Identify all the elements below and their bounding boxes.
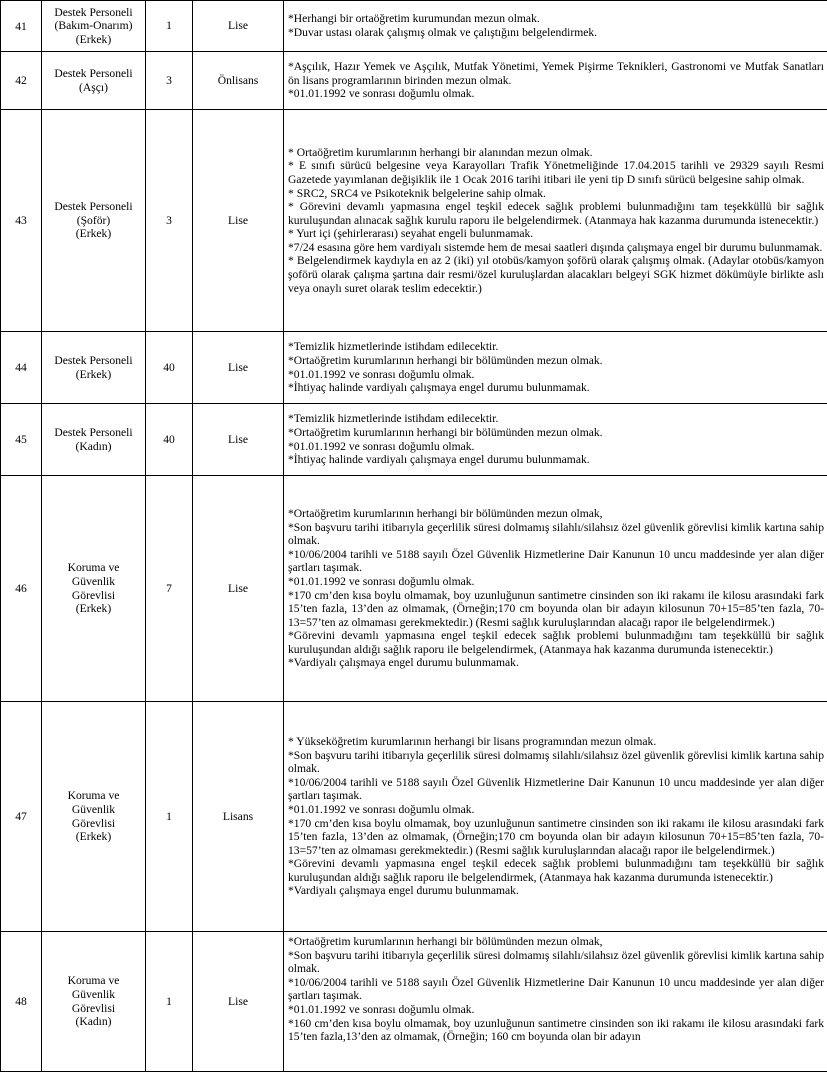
requirement-item: *Ortaöğretim kurumlarının herhangi bir bölümünden mezun olmak. xyxy=(288,426,824,440)
requirement-item: * Görevini devamlı yapmasına engel teşkil edecek sağlık problemi bulunmadığını tam teşekküllü bir sağlık kuruluşundan alınacak sağlık kurulu raporu ile belgelendirmek. (Atanmaya hak kazanma durumunda istenecektir.) xyxy=(288,200,824,227)
education-level: Lise xyxy=(193,332,284,404)
row-number: 44 xyxy=(1,332,42,404)
table-row xyxy=(1,702,827,932)
position-title-line: Güvenlik xyxy=(46,575,141,589)
position-title-line: Güvenlik xyxy=(46,988,141,1002)
position-count: 40 xyxy=(146,332,193,404)
position-title-line: (Erkek) xyxy=(46,227,141,241)
position-title-line: Görevlisi xyxy=(46,1002,141,1016)
position-title xyxy=(42,702,146,932)
requirement-item: *Son başvuru tarihi itibarıyla geçerlilik süresi dolmamış silahlı/silahsız özel güvenlik görevlisi kimlik kartına sahip olmak. xyxy=(288,949,824,976)
row-number: 46 xyxy=(1,476,42,702)
position-title-line: Koruma ve xyxy=(46,561,141,575)
requirement-item: *Ortaöğretim kurumlarının herhangi bir bölümünden mezun olmak, xyxy=(288,935,824,949)
education-level: Lise xyxy=(193,404,284,476)
position-title xyxy=(42,1,146,52)
position-count: 3 xyxy=(146,52,193,110)
requirement-item: *Son başvuru tarihi itibarıyla geçerlilik süresi dolmamış silahlı/silahsız özel güvenlik görevlisi kimlik kartına sahip olmak. xyxy=(288,749,824,776)
requirement-item: *7/24 esasına göre hem vardiyalı sistemde hem de mesai saatleri dışında çalışmaya engel bir durumu bulunmamak. xyxy=(288,241,824,255)
position-title-line: Destek Personeli xyxy=(46,426,141,440)
requirement-item: *İhtiyaç halinde vardiyalı çalışmaya engel durumu bulunmamak. xyxy=(288,381,824,395)
position-title-line: (Bakım-Onarım) xyxy=(46,19,141,33)
table-row xyxy=(1,1,827,52)
requirement-item: * Belgelendirmek kaydıyla en az 2 (iki) yıl otobüs/kamyon şoförü olarak çalışmış olmak. (Adaylar otobüs/kamyon şoförü olarak çalışma şartına dair resmi/özel kuruluşlardan alacakları belgeyi SGK hizmet dökümüyle birlikte aslı veya onaylı suret olarak teslim edecektir.) xyxy=(288,254,824,295)
position-title xyxy=(42,332,146,404)
table-row xyxy=(1,404,827,476)
requirement-item: *Temizlik hizmetlerinde istihdam edilecektir. xyxy=(288,340,824,354)
requirement-item: *Vardiyalı çalışmaya engel durumu bulunmamak. xyxy=(288,884,824,898)
education-level: Lise xyxy=(193,932,284,1072)
requirement-item: * Ortaöğretim kurumlarının herhangi bir alanından mezun olmak. xyxy=(288,146,824,160)
position-title-line: Görevlisi xyxy=(46,589,141,603)
requirement-item: *Son başvuru tarihi itibarıyla geçerlilik süresi dolmamış silahlı/silahsız özel güvenlik görevlisi kimlik kartına sahip olmak. xyxy=(288,521,824,548)
position-count: 1 xyxy=(146,1,193,52)
requirement-item: *Ortaöğretim kurumlarının herhangi bir bölümünden mezun olmak. xyxy=(288,354,824,368)
requirements xyxy=(284,702,827,932)
position-count: 7 xyxy=(146,476,193,702)
position-count: 3 xyxy=(146,110,193,332)
requirement-item: *01.01.1992 ve sonrası doğumlu olmak. xyxy=(288,87,824,101)
requirements xyxy=(284,1,827,52)
position-title-line: (Erkek) xyxy=(46,368,141,382)
position-count: 40 xyxy=(146,404,193,476)
position-title-line: (Kadın) xyxy=(46,1015,141,1029)
education-level: Önlisans xyxy=(193,52,284,110)
requirement-item: *Aşçılık, Hazır Yemek ve Aşçılık, Mutfak Yönetimi, Yemek Pişirme Teknikleri, Gastronomi ve Mutfak Sanatları ön lisans programlarının birinden mezun olmak. xyxy=(288,60,824,87)
education-level: Lise xyxy=(193,110,284,332)
position-title-line: Görevlisi xyxy=(46,817,141,831)
requirements xyxy=(284,52,827,110)
education-level: Lise xyxy=(193,1,284,52)
row-number: 42 xyxy=(1,52,42,110)
position-title xyxy=(42,52,146,110)
requirement-item: *170 cm’den kısa boylu olmamak, boy uzunluğunun santimetre cinsinden son iki rakamı ile kilosu arasındaki fark 15’ten fazla, 13’den az olmamak, (Örneğin;170 cm boyunda olan bir adayın kilosunun 70+15=85’ten fazla, 70-13=57’ten az olmaması gerekmektedir.) (Resmi sağlık kuruluşlarından alacağı rapor ile belgelendirmek.) xyxy=(288,817,824,858)
position-title xyxy=(42,404,146,476)
row-number: 41 xyxy=(1,1,42,52)
requirement-item: *01.01.1992 ve sonrası doğumlu olmak. xyxy=(288,440,824,454)
position-title-line: (Erkek) xyxy=(46,830,141,844)
row-number: 47 xyxy=(1,702,42,932)
requirements xyxy=(284,932,827,1072)
position-count: 1 xyxy=(146,702,193,932)
requirements xyxy=(284,404,827,476)
position-title xyxy=(42,932,146,1072)
position-title-line: (Aşçı) xyxy=(46,81,141,95)
requirement-item: *Görevini devamlı yapmasına engel teşkil edecek sağlık problemi bulunmadığını tam teşekküllü bir sağlık kuruluşundan aldığı sağlık raporu ile belgelendirmek, (Atanmaya hak kazanma durumunda istenecektir.) xyxy=(288,629,824,656)
row-number: 45 xyxy=(1,404,42,476)
requirement-item: *Herhangi bir ortaöğretim kurumundan mezun olmak. xyxy=(288,12,824,26)
requirement-item: * E sınıfı sürücü belgesine veya Karayolları Trafik Yönetmeliğinde 17.04.2015 tarihli ve 29329 sayılı Resmi Gazetede yayımlanan değişiklik ile 1 Ocak 2016 tarihi itibari ile yeni tip D sınıfı sürücü belgesine sahip olmak. xyxy=(288,159,824,186)
education-level: Lise xyxy=(193,476,284,702)
table-row xyxy=(1,476,827,702)
requirement-item: *01.01.1992 ve sonrası doğumlu olmak. xyxy=(288,1003,824,1017)
requirement-item: *İhtiyaç halinde vardiyalı çalışmaya engel durumu bulunmamak. xyxy=(288,453,824,467)
table-row xyxy=(1,52,827,110)
row-number: 48 xyxy=(1,932,42,1072)
requirement-item: *10/06/2004 tarihli ve 5188 sayılı Özel Güvenlik Hizmetlerine Dair Kanunun 10 uncu maddesinde yer alan diğer şartları taşımak. xyxy=(288,776,824,803)
position-title-line: Destek Personeli xyxy=(46,354,141,368)
education-level: Lisans xyxy=(193,702,284,932)
row-number: 43 xyxy=(1,110,42,332)
requirement-item: *170 cm’den kısa boylu olmamak, boy uzunluğunun santimetre cinsinden son iki rakamı ile kilosu arasındaki fark 15’ten fazla, 13’den az olmamak, (Örneğin;170 cm boyunda olan bir adayın kilosunun 70+15=85’ten fazla, 70-13=57’ten az olmaması gerekmektedir.) (Resmi sağlık kuruluşlarından alacağı rapor ile belgelendirmek.) xyxy=(288,589,824,630)
requirement-item: *10/06/2004 tarihli ve 5188 sayılı Özel Güvenlik Hizmetlerine Dair Kanunun 10 uncu maddesinde yer alan diğer şartları taşımak. xyxy=(288,976,824,1003)
position-title-line: (Erkek) xyxy=(46,33,141,47)
requirement-item: *01.01.1992 ve sonrası doğumlu olmak. xyxy=(288,575,824,589)
position-title xyxy=(42,110,146,332)
requirement-item: *01.01.1992 ve sonrası doğumlu olmak. xyxy=(288,368,824,382)
requirement-item: *Duvar ustası olarak çalışmış olmak ve çalıştığını belgelendirmek. xyxy=(288,26,824,40)
requirement-item: *160 cm’den kısa boylu olmamak, boy uzunluğunun santimetre cinsinden son iki rakamı ile kilosu arasındaki fark 15’ten fazla,13’den az olmamak, (Örneğin; 160 cm boyunda olan bir adayın xyxy=(288,1017,824,1044)
requirement-item: *Görevini devamlı yapmasına engel teşkil edecek sağlık problemi bulunmadığını tam teşekküllü bir sağlık kuruluşundan aldığı sağlık raporu ile belgelendirmek, (Atanmaya hak kazanma durumunda istenecektir.) xyxy=(288,857,824,884)
position-title-line: (Kadın) xyxy=(46,440,141,454)
requirement-item: *Temizlik hizmetlerinde istihdam edilecektir. xyxy=(288,412,824,426)
requirement-item: * SRC2, SRC4 ve Psikoteknik belgelerine sahip olmak. xyxy=(288,187,824,201)
position-title xyxy=(42,476,146,702)
positions-table-body xyxy=(1,1,827,1072)
table-row xyxy=(1,110,827,332)
requirement-item: *Ortaöğretim kurumlarının herhangi bir bölümünden mezun olmak, xyxy=(288,507,824,521)
requirements xyxy=(284,110,827,332)
requirement-item: * Yurt içi (şehirlerarası) seyahat engeli bulunmamak. xyxy=(288,227,824,241)
requirements xyxy=(284,332,827,404)
position-title-line: Güvenlik xyxy=(46,803,141,817)
position-title-line: (Şoför) xyxy=(46,214,141,228)
position-title-line: Destek Personeli xyxy=(46,67,141,81)
requirement-item: *01.01.1992 ve sonrası doğumlu olmak. xyxy=(288,803,824,817)
position-title-line: Koruma ve xyxy=(46,974,141,988)
table-row xyxy=(1,332,827,404)
requirement-item: *10/06/2004 tarihli ve 5188 sayılı Özel Güvenlik Hizmetlerine Dair Kanunun 10 uncu maddesinde yer alan diğer şartları taşımak. xyxy=(288,548,824,575)
position-title-line: Destek Personeli xyxy=(46,200,141,214)
position-title-line: Destek Personeli xyxy=(46,6,141,20)
position-title-line: (Erkek) xyxy=(46,602,141,616)
requirements xyxy=(284,476,827,702)
position-count: 1 xyxy=(146,932,193,1072)
requirement-item: *Vardiyalı çalışmaya engel durumu bulunmamak. xyxy=(288,656,824,670)
position-title-line: Koruma ve xyxy=(46,789,141,803)
table-row xyxy=(1,932,827,1072)
requirement-item: * Yükseköğretim kurumlarının herhangi bir lisans programından mezun olmak. xyxy=(288,735,824,749)
